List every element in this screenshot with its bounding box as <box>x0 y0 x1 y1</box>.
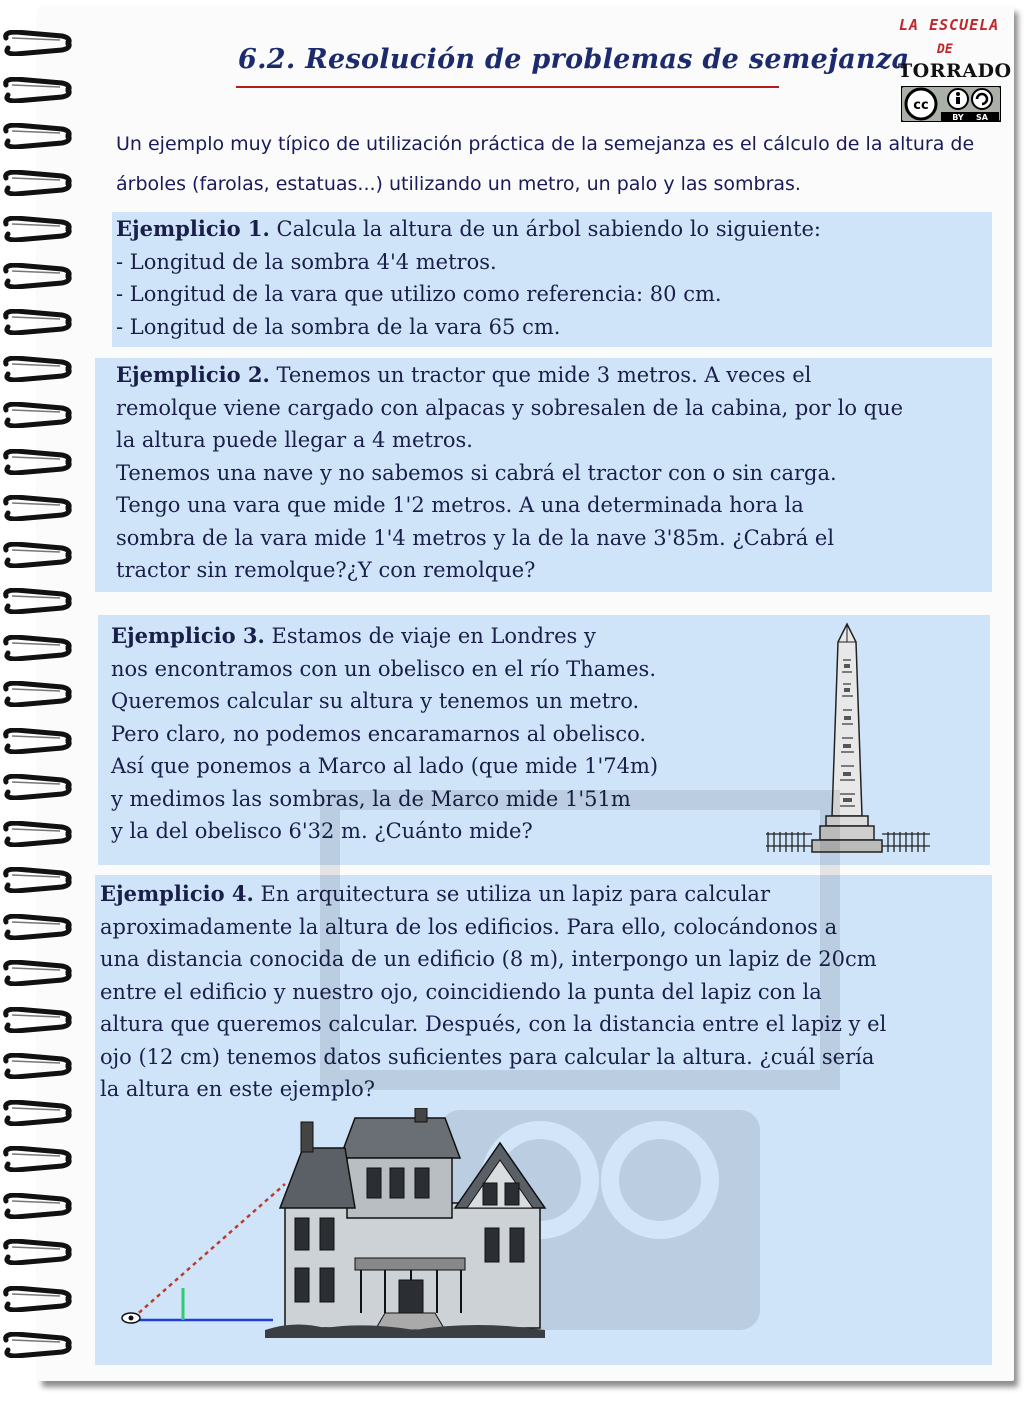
spiral-ring-icon <box>2 681 74 707</box>
spiral-ring-icon <box>2 30 74 56</box>
page-title: 6.2. Resolución de problemas de semejanza <box>238 44 910 75</box>
spiral-ring-icon <box>2 216 74 242</box>
example-line: - Longitud de la sombra 4'4 metros. <box>116 249 497 274</box>
creative-commons-icon <box>901 86 1001 122</box>
example-heading: Ejemplicio 2. <box>116 362 270 387</box>
example-line: nos encontramos con un obelisco en el río Thames. <box>111 656 657 681</box>
example-line: Calcula la altura de un árbol sabiendo lo siguiente: <box>269 217 821 241</box>
logo-line-1: LA ESCUELA <box>899 16 1000 34</box>
example-line: Tenemos una nave y no sabemos si cabrá el tractor con o sin carga. <box>116 460 837 485</box>
example-line: En arquitectura se utiliza un lapiz para calcular <box>253 882 770 906</box>
example-2-text <box>116 359 903 587</box>
sight-line <box>133 1184 285 1318</box>
spiral-ring-icon <box>2 1007 74 1033</box>
spiral-ring-icon <box>2 821 74 847</box>
example-heading: Ejemplicio 3. <box>111 623 265 648</box>
spiral-ring-icon <box>2 495 74 521</box>
spiral-ring-icon <box>2 1053 74 1079</box>
example-line: Tenemos un tractor que mide 3 metros. A veces el <box>269 363 812 387</box>
example-line: la altura puede llegar a 4 metros. <box>116 428 473 452</box>
cc-label: cc <box>913 98 929 113</box>
example-1-text <box>116 213 821 343</box>
logo-line-3: TORRADO <box>898 60 1012 82</box>
example-line: y medimos las sombras, la de Marco mide 1'51m <box>111 786 631 811</box>
by-label: BY <box>952 113 964 122</box>
example-line: y la del obelisco 6'32 m. ¿Cuánto mide? <box>111 819 533 843</box>
example-line: aproximadamente la altura de los edificios. Para ello, colocándonos a <box>100 914 838 939</box>
example-line: una distancia conocida de un edificio (8 m), interpongo un lapiz de 20cm <box>100 947 877 971</box>
spiral-ring-icon <box>2 1332 74 1358</box>
example-line: entre el edificio y nuestro ojo, coincidiendo la punta del lapiz con la <box>100 979 822 1004</box>
example-line: Queremos calcular su altura y tenemos un metro. <box>111 689 640 713</box>
spiral-ring-icon <box>2 356 74 382</box>
spiral-ring-icon <box>2 960 74 986</box>
example-heading: Ejemplicio 1. <box>116 216 270 241</box>
spiral-ring-icon <box>2 542 74 568</box>
spiral-ring-icon <box>2 635 74 661</box>
intro-line: árboles (farolas, estatuas...) utilizando un metro, un palo y las sombras. <box>116 173 801 195</box>
spiral-ring-icon <box>2 774 74 800</box>
obelisk-illustration <box>760 620 935 855</box>
spiral-ring-icon <box>2 1193 74 1219</box>
spiral-ring-icon <box>2 170 74 196</box>
spiral-ring-icon <box>2 449 74 475</box>
spiral-ring-icon <box>2 1146 74 1172</box>
spiral-ring-icon <box>2 867 74 893</box>
sa-label: SA <box>976 113 988 122</box>
logo <box>895 14 1012 124</box>
logo-line-2: DE <box>937 42 953 57</box>
spiral-ring-icon <box>2 588 74 614</box>
example-line: sombra de la vara mide 1'4 metros y la de la nave 3'85m. ¿Cabrá el <box>116 525 835 550</box>
spiral-ring-icon <box>2 1239 74 1265</box>
example-line: - Longitud de la sombra de la vara 65 cm. <box>116 314 561 339</box>
spiral-ring-icon <box>2 914 74 940</box>
spiral-ring-icon <box>2 1286 74 1312</box>
spiral-ring-icon <box>2 728 74 754</box>
example-3-text <box>111 620 658 848</box>
spiral-ring-icon <box>2 1100 74 1126</box>
spiral-ring-icon <box>2 263 74 289</box>
example-line: la altura en este ejemplo? <box>100 1077 376 1101</box>
example-line: Pero claro, no podemos encaramarnos al obelisco. <box>111 721 647 746</box>
example-line: Estamos de viaje en Londres y <box>264 624 596 648</box>
spiral-ring-icon <box>2 123 74 149</box>
spiral-ring-icon <box>2 309 74 335</box>
example-line: Así que ponemos a Marco al lado (que mide 1'74m) <box>111 754 659 778</box>
intro-line: Un ejemplo muy típico de utilización práctica de la semejanza es el cálculo de la altura de <box>116 133 975 155</box>
example-line: tractor sin remolque?¿Y con remolque? <box>116 558 536 582</box>
example-line: altura que queremos calcular. Después, con la distancia entre el lapiz y el <box>100 1012 887 1036</box>
house-illustration <box>115 1108 555 1340</box>
spiral-ring-icon <box>2 77 74 103</box>
example-line: Tengo una vara que mide 1'2 metros. A una determinada hora la <box>116 493 804 517</box>
spiral-ring-icon <box>2 402 74 428</box>
example-line: ojo (12 cm) tenemos datos suficientes para calcular la altura. ¿cuál sería <box>100 1044 875 1069</box>
example-line: remolque viene cargado con alpacas y sobresalen de la cabina, por lo que <box>116 395 904 420</box>
example-heading: Ejemplicio 4. <box>100 881 254 906</box>
intro-paragraph <box>116 124 1021 204</box>
example-4-text <box>100 878 886 1106</box>
example-line: - Longitud de la vara que utilizo como referencia: 80 cm. <box>116 282 722 306</box>
title-underline <box>236 86 779 88</box>
